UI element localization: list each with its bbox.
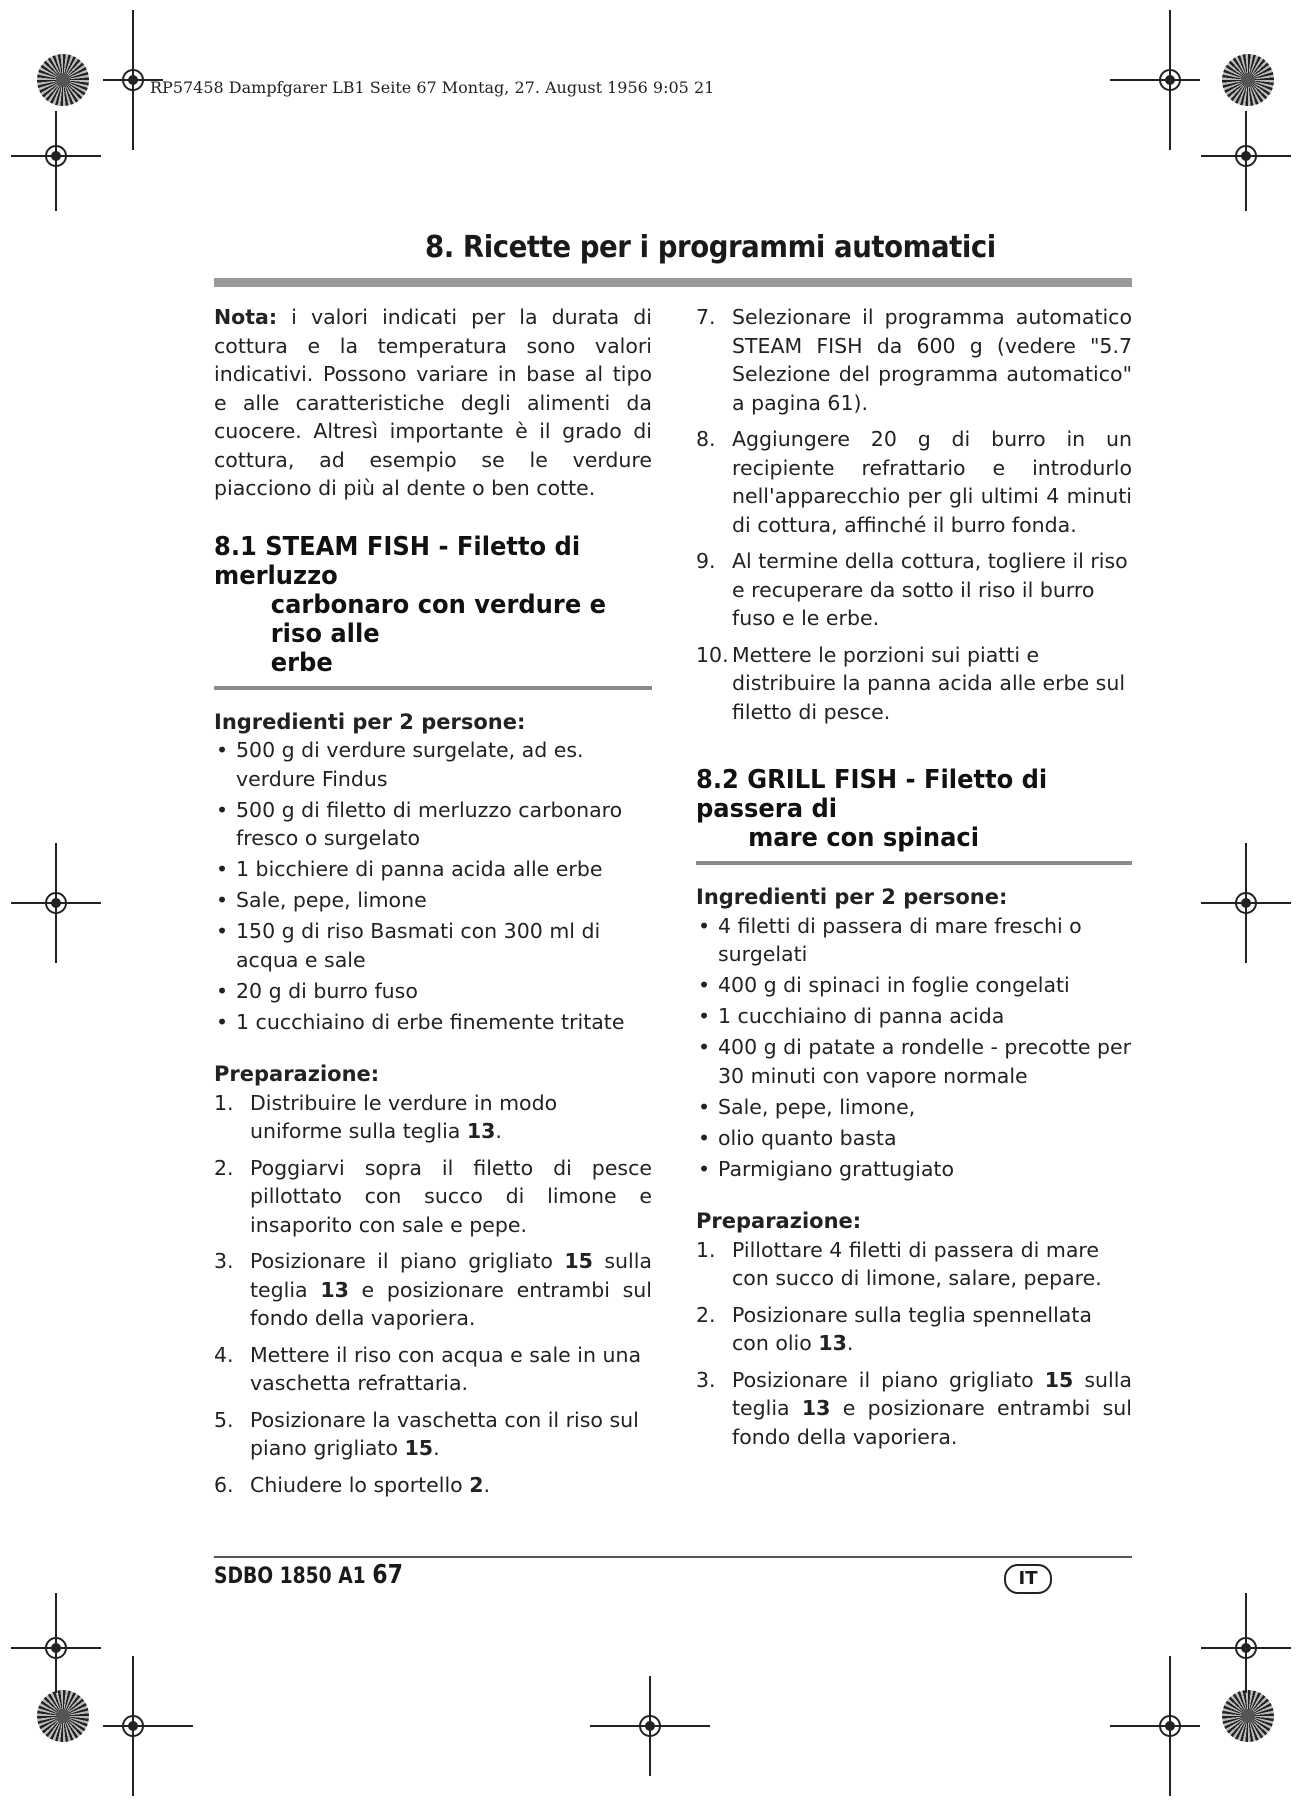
preparation-heading: Preparazione: bbox=[214, 1062, 380, 1086]
step-ref: 2 bbox=[469, 1472, 484, 1497]
registration-rosette-top-left bbox=[37, 54, 89, 106]
registration-rosette-bottom-right bbox=[1222, 1690, 1274, 1742]
preparation-steps bbox=[696, 1236, 1132, 1452]
list-item: • Sale, pepe, limone bbox=[214, 886, 652, 915]
list-item: • 4 filetti di passera di mare freschi o surgelati bbox=[696, 912, 1132, 969]
step-item bbox=[214, 1471, 652, 1500]
step-number: 3. bbox=[214, 1249, 234, 1273]
step-ref: 13 bbox=[320, 1277, 349, 1302]
step-item bbox=[696, 547, 1132, 633]
step-text: Chiudere lo sportello bbox=[250, 1472, 470, 1497]
list-item: • 500 g di verdure surgelate, ad es. verdure Findus bbox=[214, 736, 652, 793]
section-2-title-line: 8.2 GRILL FISH - Filetto di passera di bbox=[696, 765, 1048, 824]
step-number: 8. bbox=[696, 427, 716, 451]
step-item bbox=[214, 1341, 652, 1398]
step-item bbox=[214, 1247, 652, 1333]
list-item: • 400 g di patate a rondelle - precotte per 30 minuti con vapore normale bbox=[696, 1033, 1132, 1090]
step-text: Distribuire le verdure in modo uniforme sulla teglia bbox=[250, 1090, 558, 1143]
ingredients-heading: Ingredienti per 2 persone: bbox=[696, 885, 1008, 909]
step-ref: 13 bbox=[801, 1396, 831, 1420]
step-text: Al termine della cottura, togliere il riso e recuperare da sotto il riso il burro fuso e le erbe. bbox=[732, 549, 1128, 630]
step-number: 9. bbox=[696, 549, 716, 573]
step-ref: 13 bbox=[818, 1331, 847, 1355]
list-item: • Parmigiano grattugiato bbox=[696, 1155, 1132, 1184]
step-text: Poggiarvi sopra il filetto di pesce pillottato con succo di limone e insaporito con sale e pepe. bbox=[250, 1155, 652, 1237]
footer-divider bbox=[214, 1556, 1132, 1558]
preparation-steps bbox=[214, 1089, 652, 1500]
step-item bbox=[696, 641, 1132, 727]
preparation-steps-continued bbox=[696, 303, 1132, 726]
step-ref: 15 bbox=[404, 1436, 434, 1460]
note-paragraph bbox=[214, 303, 652, 503]
list-item: • 20 g di burro fuso bbox=[214, 977, 652, 1006]
language-badge: IT bbox=[1004, 1564, 1052, 1594]
page-title: 8. Ricette per i programmi automatici bbox=[425, 230, 996, 265]
section-2-title-line: mare con spinaci bbox=[748, 823, 980, 853]
ingredients-list bbox=[696, 912, 1132, 1184]
step-number: 4. bbox=[214, 1342, 234, 1367]
step-text: e posizionare entrambi sul fondo della vaporiera. bbox=[250, 1277, 652, 1330]
section-1-divider bbox=[214, 686, 652, 690]
step-text: . bbox=[483, 1472, 491, 1497]
step-number: 6. bbox=[214, 1472, 234, 1497]
note-text: i valori indicati per la durata di cottura e la temperatura sono valori indicativi. Possono variare in base al tipo e alle caratteristiche degli alimenti da cuocere. Altresì importante è il grado di cottura, ad esempio se le verdure piacciono di più al dente o ben cotte. bbox=[214, 305, 652, 500]
step-ref: 15 bbox=[1044, 1367, 1074, 1392]
section-2-divider bbox=[696, 861, 1132, 865]
step-text: Selezionare il programma automatico STEAM FISH da 600 g (vedere "5.7 Selezione del programma automatico" a pagina 61). bbox=[732, 305, 1132, 415]
title-divider bbox=[214, 278, 1132, 287]
step-item bbox=[214, 1089, 652, 1146]
step-text: sulla teglia bbox=[732, 1367, 1132, 1420]
ingredients-heading: Ingredienti per 2 persone: bbox=[214, 709, 526, 734]
step-text: sulla teglia bbox=[250, 1249, 652, 1302]
print-header: RP57458 Dampfgarer LB1 Seite 67 Montag, 27. August 1956 9:05 21 bbox=[150, 78, 715, 97]
section-1-title bbox=[214, 533, 621, 678]
step-text: Aggiungere 20 g di burro in un recipiente refrattario e introdurlo nell'apparecchio per gli ultimi 4 minuti di cottura, affinché il burro fonda. bbox=[732, 427, 1132, 537]
step-text: . bbox=[495, 1119, 502, 1143]
note-label: Nota: bbox=[214, 305, 278, 329]
step-text: . bbox=[846, 1331, 854, 1355]
step-text: Mettere le porzioni sui piatti e distribuire la panna acida alle erbe sul filetto di pesce. bbox=[732, 642, 1126, 724]
step-item bbox=[214, 1406, 652, 1463]
step-text: Posizionare la vaschetta con il riso sul piano grigliato bbox=[250, 1407, 639, 1460]
step-item bbox=[696, 1366, 1132, 1452]
registration-rosette-bottom-left bbox=[37, 1690, 89, 1742]
section-2-title bbox=[696, 766, 1101, 853]
list-item: • 150 g di riso Basmati con 300 ml di acqua e sale bbox=[214, 917, 652, 974]
step-ref: 15 bbox=[564, 1249, 593, 1273]
list-item: • 400 g di spinaci in foglie congelati bbox=[696, 971, 1132, 1000]
step-number: 1. bbox=[696, 1237, 716, 1262]
list-item: • Sale, pepe, limone, bbox=[696, 1093, 1132, 1122]
step-text: Posizionare sulla teglia spennellata con olio bbox=[732, 1302, 1092, 1355]
list-item: • 1 cucchiaino di erbe finemente tritate bbox=[214, 1008, 652, 1037]
step-item bbox=[696, 303, 1132, 417]
section-1-title-line: erbe bbox=[270, 647, 333, 678]
step-text: Pillottare 4 filetti di passera di mare con succo di limone, salare, pepare. bbox=[732, 1237, 1102, 1290]
step-number: 7. bbox=[696, 305, 716, 329]
step-number: 2. bbox=[214, 1155, 234, 1180]
step-item bbox=[214, 1154, 652, 1240]
preparation-heading: Preparazione: bbox=[696, 1209, 862, 1233]
step-number: 5. bbox=[214, 1407, 234, 1432]
step-text: . bbox=[433, 1436, 440, 1460]
step-item bbox=[696, 425, 1132, 539]
step-number: 1. bbox=[214, 1090, 234, 1115]
left-column bbox=[214, 303, 652, 1507]
page-number: 67 bbox=[372, 1560, 403, 1590]
step-ref: 13 bbox=[466, 1119, 496, 1143]
step-item bbox=[696, 1236, 1132, 1293]
step-text: Posizionare il piano grigliato bbox=[732, 1367, 1045, 1392]
list-item: • 1 bicchiere di panna acida alle erbe bbox=[214, 855, 652, 884]
list-item: • 1 cucchiaino di panna acida bbox=[696, 1002, 1132, 1031]
model-code: SDBO 1850 A1 bbox=[214, 1564, 373, 1589]
section-1-title-line: carbonaro con verdure e riso alle bbox=[270, 589, 607, 649]
section-1-title-line: 8.1 STEAM FISH - Filetto di merluzzo bbox=[214, 531, 581, 591]
step-text: e posizionare entrambi sul fondo della vaporiera. bbox=[732, 1396, 1132, 1449]
list-item: • olio quanto basta bbox=[696, 1124, 1132, 1153]
list-item: • 500 g di filetto di merluzzo carbonaro fresco o surgelato bbox=[214, 796, 652, 853]
right-column bbox=[696, 303, 1132, 1459]
step-number: 3. bbox=[696, 1367, 716, 1392]
step-text: Posizionare il piano grigliato bbox=[250, 1249, 565, 1273]
footer-model-code bbox=[214, 1560, 403, 1590]
step-item bbox=[696, 1301, 1132, 1358]
step-number: 10. bbox=[696, 642, 729, 667]
ingredients-list bbox=[214, 736, 652, 1036]
step-number: 2. bbox=[696, 1302, 716, 1327]
registration-rosette-top-right bbox=[1222, 54, 1274, 106]
step-text: Mettere il riso con acqua e sale in una vaschetta refrattaria. bbox=[250, 1342, 642, 1395]
